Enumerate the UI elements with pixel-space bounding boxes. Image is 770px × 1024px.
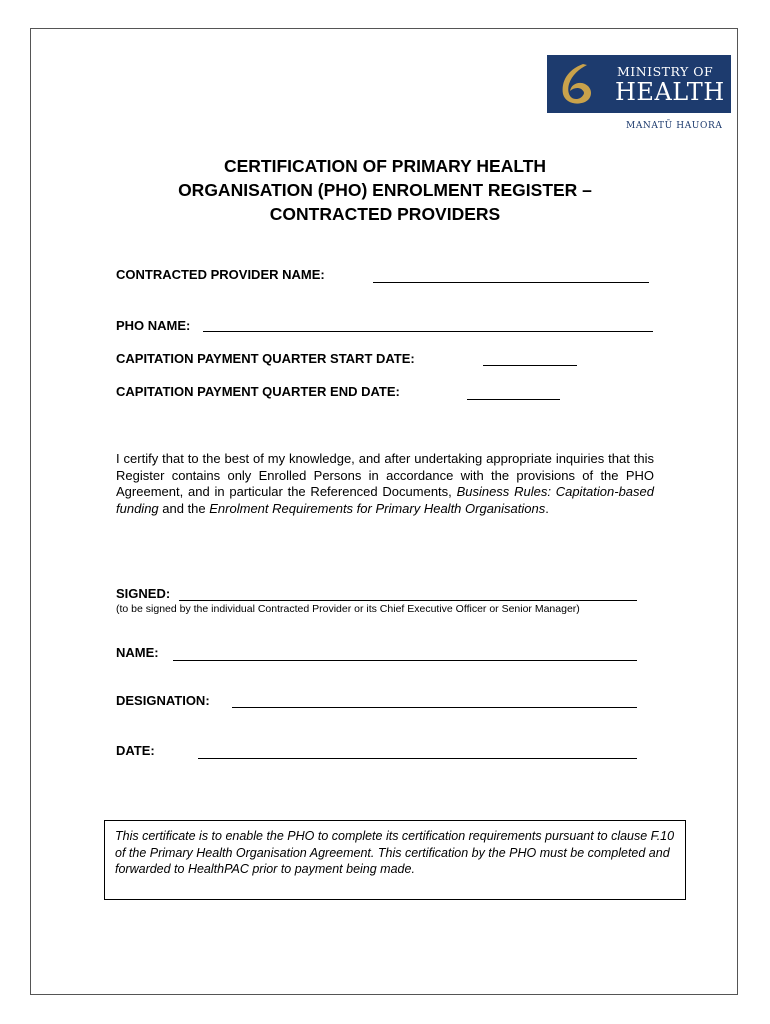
logo-text-ministry: MINISTRY OF bbox=[617, 64, 714, 79]
designation-label: DESIGNATION: bbox=[116, 693, 210, 708]
certificate-note-text: This certificate is to enable the PHO to complete its certification requirements pursuant to clause F.10 of the Primary Health Organisation Agreement. This certification by the PHO must be completed and forwarded to HealthPAC prior to payment being made. bbox=[115, 829, 675, 876]
designation-field[interactable] bbox=[232, 707, 637, 708]
date-field[interactable] bbox=[198, 758, 637, 759]
name-field[interactable] bbox=[173, 660, 637, 661]
koru-logo-icon bbox=[553, 60, 601, 108]
reference-business-rules: Business Rules: Capitation-based funding bbox=[116, 484, 655, 516]
provider-name-field[interactable] bbox=[373, 282, 649, 283]
certification-text-1: I certify that to the best of my knowledge, and after undertaking appropriate inquiries that this Register contains only Enrolled Persons in accordance with the provisions of the PHO Agreement, and in particular the Referenced Documents, bbox=[116, 451, 654, 500]
signature-field[interactable] bbox=[179, 600, 637, 601]
certification-text-2: and the bbox=[158, 500, 210, 516]
end-date-label: CAPITATION PAYMENT QUARTER END DATE: bbox=[116, 384, 400, 399]
provider-name-label: CONTRACTED PROVIDER NAME: bbox=[116, 267, 325, 282]
name-label: NAME: bbox=[116, 645, 159, 660]
signed-label: SIGNED: bbox=[116, 586, 171, 601]
end-date-field[interactable] bbox=[467, 399, 560, 400]
certificate-note-box bbox=[104, 820, 686, 900]
start-date-field[interactable] bbox=[483, 365, 577, 366]
pho-name-field[interactable] bbox=[203, 331, 653, 332]
title-line-2: ORGANISATION (PHO) ENROLMENT REGISTER – bbox=[178, 180, 592, 200]
title-line-3: CONTRACTED PROVIDERS bbox=[269, 204, 501, 224]
date-label: DATE: bbox=[116, 743, 155, 758]
logo-text-health: HEALTH bbox=[615, 78, 725, 106]
pho-name-label: PHO NAME: bbox=[116, 318, 191, 333]
start-date-label: CAPITATION PAYMENT QUARTER START DATE: bbox=[116, 351, 415, 366]
certification-statement bbox=[116, 451, 654, 517]
signature-note: (to be signed by the individual Contracted Provider or its Chief Executive Officer or Senior Manager) bbox=[116, 603, 580, 615]
title-line-1: CERTIFICATION OF PRIMARY HEALTH bbox=[223, 156, 547, 176]
ministry-of-health-logo bbox=[547, 55, 731, 113]
logo-subtitle: MANATŪ HAUORA bbox=[626, 121, 723, 131]
certification-text-3: . bbox=[545, 500, 549, 516]
document-title bbox=[100, 154, 670, 226]
reference-enrolment-requirements: Enrolment Requirements for Primary Health Organisations bbox=[209, 500, 546, 516]
